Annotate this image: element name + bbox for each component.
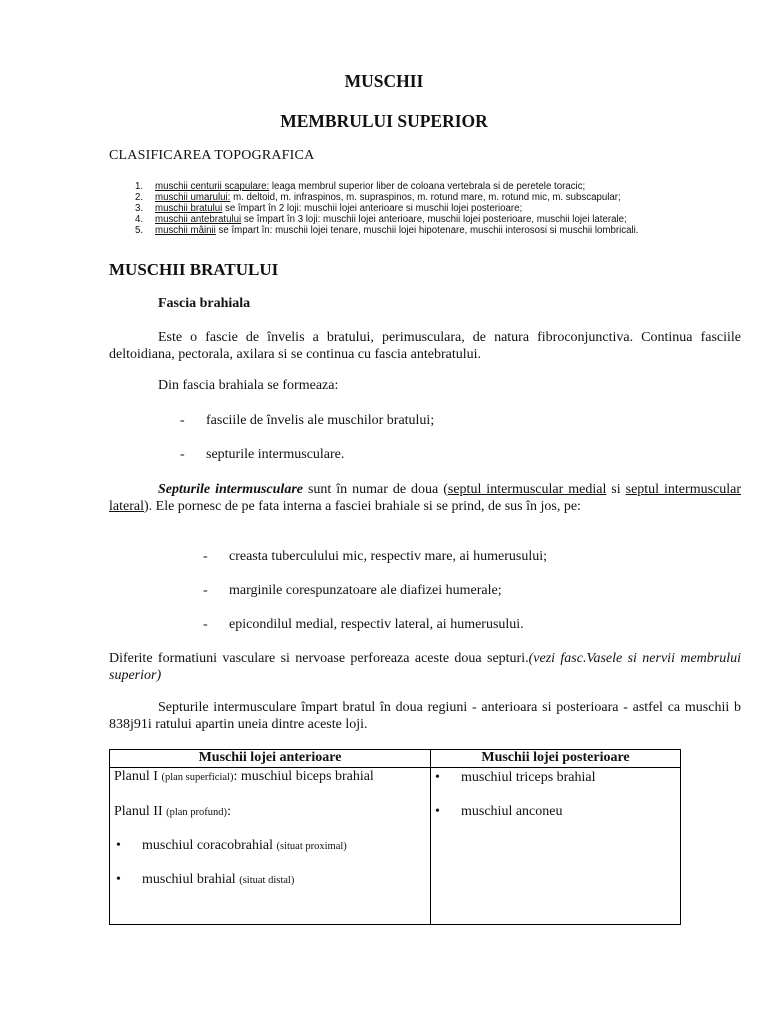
list-item: - creasta tuberculului mic, respectiv mare, ai humerusului; bbox=[203, 549, 547, 564]
plan-2: Planul II (plan profund): bbox=[114, 804, 231, 819]
list-item: - marginile corespunzatoare ale diafizei humerale; bbox=[203, 583, 502, 598]
list-item: • muschiul brahial (situat distal) bbox=[116, 872, 295, 887]
title-line-1: MUSCHII bbox=[344, 71, 424, 91]
paragraph-septuri: Septurile intermusculare sunt în numar de doua (septul intermuscular medial si septul intermuscular lateral). Ele pornesc de pe fata interna a fasciei brahiale si se prind, de sus în jos, pe: bbox=[109, 482, 742, 514]
table-header-anterior: Muschii lojei anterioare bbox=[110, 750, 431, 768]
list-item: 2. muschii umarului: m. deltoid, m. infraspinos, m. supraspinos, m. rotund mare, m. rotund mic, m. subscapular; bbox=[135, 192, 621, 203]
list-item: • muschiul coracobrahial (situat proximal) bbox=[116, 838, 347, 853]
subsection-heading: Fascia brahiala bbox=[158, 296, 251, 311]
list-item: - septurile intermusculare. bbox=[180, 447, 345, 462]
classification-list bbox=[109, 181, 729, 236]
list-item: • muschiul anconeu bbox=[435, 804, 563, 819]
title-line-2: MEMBRULUI SUPERIOR bbox=[280, 111, 488, 131]
table-header-posterior: Muschii lojei posterioare bbox=[431, 750, 681, 768]
classification-heading: CLASIFICAREA TOPOGRAFICA bbox=[109, 148, 315, 163]
paragraph-fascia: Este o fascie de învelis a bratului, perimusculara, de natura fibroconjunctiva. Continua fasciile deltoidiana, pectorala, axilara si se continua cu fascia antebratului. bbox=[109, 330, 741, 362]
list-item: 1. muschii centurii scapulare: leaga membrul superior liber de coloana vertebrala si de peretele toracic; bbox=[135, 181, 586, 192]
plan-1: Planul I (plan superficial): muschiul biceps brahial bbox=[114, 769, 374, 784]
list-item: 4. muschii antebratului se împart în 3 loji: muschii lojei anterioare, muschii lojei posterioare, muschii lojei laterale; bbox=[135, 214, 627, 225]
list-item: • muschiul triceps brahial bbox=[435, 770, 596, 785]
paragraph-regiuni: Septurile intermusculare împart bratul în doua regiuni - anterioara si posterioara - astfel ca muschii b 838j91i ratului apartin uneia dintre aceste loji. bbox=[109, 700, 741, 732]
list-item: 3. muschii bratului se împart în 2 loji: muschii lojei anterioare si muschii lojei posterioare; bbox=[135, 203, 523, 214]
section-heading: MUSCHII BRATULUI bbox=[109, 260, 279, 279]
muscles-table bbox=[109, 749, 681, 925]
table-cell-anterior bbox=[110, 768, 431, 925]
paragraph-formeaza: Din fascia brahiala se formeaza: bbox=[158, 378, 339, 393]
list-item: - fasciile de învelis ale muschilor bratului; bbox=[180, 413, 435, 428]
list-item: - epicondilul medial, respectiv lateral, ai humerusului. bbox=[203, 617, 524, 632]
paragraph-formatiuni: Diferite formatiuni vasculare si nervoase perforeaza aceste doua septuri.(vezi fasc.Vasele si nervii membrului superior) bbox=[109, 651, 741, 683]
table-cell-posterior bbox=[431, 768, 681, 925]
list-item: 5. muschii mâinii se împart în: muschii lojei tenare, muschii lojei hipotenare, muschii interososi si muschii lombricali. bbox=[135, 225, 639, 236]
